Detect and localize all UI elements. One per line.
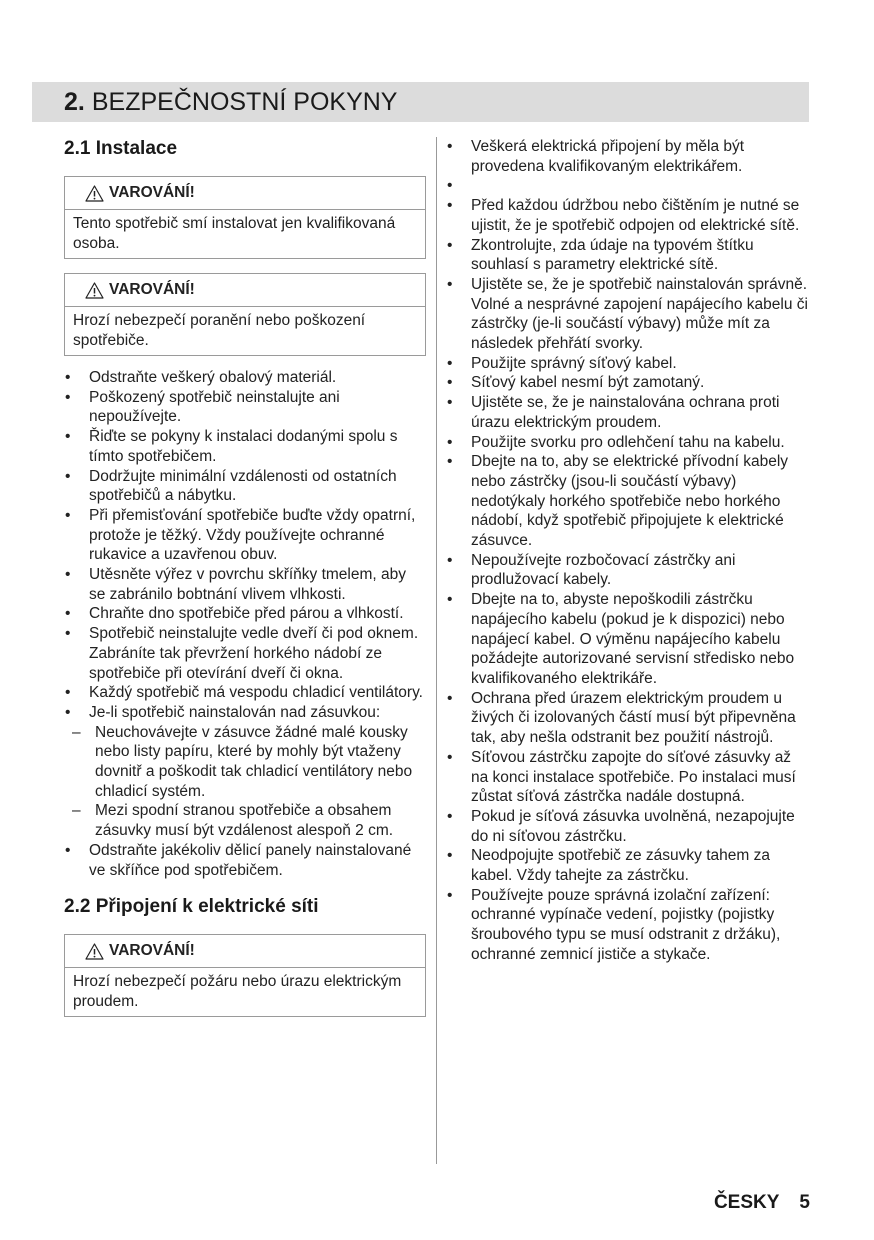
subsection-title-electrical: 2.2 Připojení k elektrické síti	[64, 896, 319, 918]
warning-label: VAROVÁNÍ!	[109, 281, 195, 298]
list-item: • Chraňte dno spotřebiče před párou a vlhkostí.	[64, 604, 426, 624]
list-item: • Nepoužívejte rozbočovací zástrčky ani prodlužovací kabely.	[446, 551, 808, 590]
warning-box	[64, 176, 426, 259]
left-column	[64, 136, 426, 1017]
list-item: • Ochrana před úrazem elektrickým proudem u živých či izolovaných částí musí být připevněna tak, aby nešla odstranit bez použití nástrojů.	[446, 689, 808, 748]
list-item: • Síťový kabel nesmí být zamotaný.	[446, 373, 808, 393]
list-item: • Síťovou zástrčku zapojte do síťové zásuvky až na konci instalace spotřebiče. Po instalaci musí zůstat síťová zástrčka nadále dostupná.	[446, 748, 808, 807]
list-item: • Pokud je síťová zásuvka uvolněná, nezapojujte do ni síťovou zástrčku.	[446, 807, 808, 846]
right-column	[446, 137, 808, 965]
subsection-title-installation: 2.1 Instalace	[64, 138, 178, 159]
list-item: • Při přemisťování spotřebiče buďte vždy opatrní, protože je těžký. Vždy používejte ochranné rukavice a uzavřenou obuv.	[64, 506, 426, 565]
page-footer	[714, 1192, 810, 1214]
warning-triangle-icon	[85, 943, 104, 960]
section-title: BEZPEČNOSTNÍ POKYNY	[91, 87, 398, 116]
warning-label: VAROVÁNÍ!	[109, 184, 195, 201]
list-item: • Každý spotřebič má vespodu chladicí ventilátory.	[64, 683, 426, 703]
list-item: • Odstraňte jakékoliv dělicí panely nainstalované ve skříňce pod spotřebičem.	[64, 841, 426, 880]
list-item: • Dbejte na to, aby se elektrické přívodní kabely nebo zástrčky (jsou-li součástí výbavy) nedotýkaly horkého spotřebiče nebo horkého nádobí, když spotřebič připojujete k elektrické zásuvce.	[446, 452, 808, 551]
list-item: • Veškerá elektrická připojení by měla být provedena kvalifikovaným elektrikářem.	[446, 137, 808, 176]
drawer-sublist	[64, 723, 426, 841]
section-number: 2.	[64, 87, 85, 116]
list-item: • Poškozený spotřebič neinstalujte ani nepoužívejte.	[64, 388, 426, 427]
warning-label: VAROVÁNÍ!	[109, 942, 195, 960]
list-item-text: Je-li spotřebič nainstalován nad zásuvkou:	[89, 703, 381, 721]
sublist-item: – Neuchovávejte v zásuvce žádné malé kousky nebo listy papíru, které by mohly být vtaženy dovnitř a poškodit tak chladicí ventilátory nebo chladicí systém.	[64, 723, 426, 802]
warning-box	[64, 934, 426, 1017]
section-header	[32, 82, 809, 122]
list-item: • Ujistěte se, že je spotřebič nainstalován správně. Volné a nesprávné zapojení napájecího kabelu či zástrčky (je-li součástí výbavy) může mít za následek přehřátí svorky.	[446, 275, 808, 354]
list-item: • Neodpojujte spotřebič ze zásuvky tahem za kabel. Vždy tahejte za zástrčku.	[446, 846, 808, 885]
warning-header	[65, 177, 425, 210]
warning-text: Hrozí nebezpečí poranění nebo poškození spotřebiče.	[73, 312, 366, 349]
warning-box	[64, 273, 426, 356]
list-item: • Řiďte se pokyny k instalaci dodanými spolu s tímto spotřebičem.	[64, 427, 426, 466]
list-item: • Dbejte na to, abyste nepoškodili zástrčku napájecího kabelu (pokud je k dispozici) nebo napájecí kabel. O výměnu napájecího kabelu požádejte autorizované servisní středisko nebo kvalifikovaného elektrikáře.	[446, 590, 808, 689]
page-number: 5	[799, 1192, 810, 1213]
sublist-item: – Mezi spodní stranou spotřebiče a obsahem zásuvky musí být vzdálenost alespoň 2 cm.	[64, 801, 426, 840]
electrical-list	[446, 137, 808, 965]
list-item: • Před každou údržbou nebo čištěním je nutné se ujistit, že je spotřebič odpojen od elektrické sítě.	[446, 196, 808, 235]
list-item: • Zkontrolujte, zda údaje na typovém štítku souhlasí s parametry elektrické sítě.	[446, 236, 808, 275]
warning-text: Tento spotřebič smí instalovat jen kvalifikovaná osoba.	[73, 215, 396, 252]
list-item: • Používejte pouze správná izolační zařízení: ochranné vypínače vedení, pojistky (pojistky šroubového typu se musí odstranit z držáku), ochranné zemnicí jističe a stykače.	[446, 886, 808, 965]
warning-triangle-icon	[85, 282, 104, 299]
list-item	[446, 176, 808, 196]
list-item: • Použijte správný síťový kabel.	[446, 354, 808, 374]
warning-text: Hrozí nebezpečí požáru nebo úrazu elektrickým proudem.	[73, 973, 402, 1011]
warning-triangle-icon	[85, 185, 104, 202]
list-item: • Použijte svorku pro odlehčení tahu na kabelu.	[446, 433, 808, 453]
list-item: • Spotřebič neinstalujte vedle dveří či pod oknem. Zabráníte tak převržení horkého nádobí ze spotřebiče při otevírání dveří či okna.	[64, 624, 426, 683]
column-divider	[436, 137, 437, 1164]
list-item: • Odstraňte veškerý obalový materiál.	[64, 368, 426, 388]
warning-header	[65, 935, 425, 968]
footer-language: ČESKY	[713, 1192, 780, 1213]
warning-header	[65, 274, 425, 307]
list-item: • Dodržujte minimální vzdálenosti od ostatních spotřebičů a nábytku.	[64, 467, 426, 506]
list-item: • Utěsněte výřez v povrchu skříňky tmelem, aby se zabránilo bobtnání vlivem vlhkosti.	[64, 565, 426, 604]
installation-list	[64, 368, 426, 880]
list-item	[64, 703, 426, 841]
list-item: • Ujistěte se, že je nainstalována ochrana proti úrazu elektrickým proudem.	[446, 393, 808, 432]
